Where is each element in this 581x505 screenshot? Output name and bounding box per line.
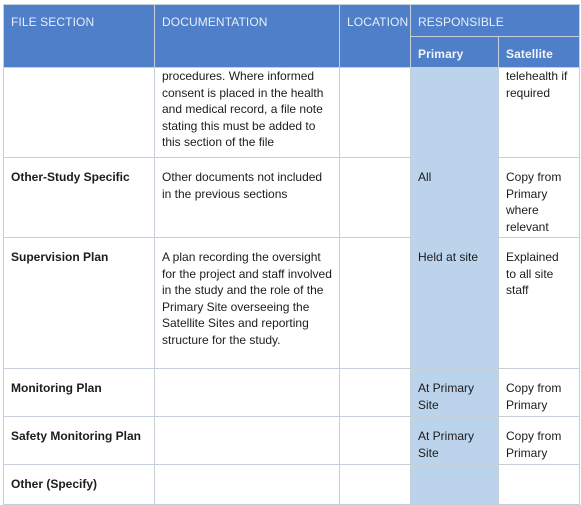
- satellite-cell: Explained to all site staff: [499, 238, 580, 369]
- documentation-cell: A plan recording the oversight for the project and staff involved in the study and the role of the Primary Site overseeing the Satellite Sites and reporting structure for the study.: [155, 238, 340, 369]
- file-section-cell: [4, 68, 155, 158]
- header-responsible: RESPONSIBLE: [411, 5, 580, 37]
- location-cell: [340, 465, 411, 505]
- file-section-cell: Other-Study Specific: [4, 158, 155, 238]
- primary-cell: All: [411, 158, 499, 238]
- header-satellite: Satellite: [499, 37, 580, 68]
- location-cell: [340, 68, 411, 158]
- file-section-cell: Monitoring Plan: [4, 369, 155, 417]
- document-table: [3, 4, 580, 505]
- header-location: LOCATION: [340, 5, 411, 68]
- header-primary: Primary: [411, 37, 499, 68]
- table-row: [4, 417, 580, 465]
- location-cell: [340, 238, 411, 369]
- satellite-cell: Copy from Primary: [499, 369, 580, 417]
- table-row: [4, 158, 580, 238]
- documentation-cell: [155, 465, 340, 505]
- location-cell: [340, 369, 411, 417]
- documentation-cell: Other documents not included in the previous sections: [155, 158, 340, 238]
- satellite-cell: Copy from Primary: [499, 417, 580, 465]
- table-row: [4, 238, 580, 369]
- documentation-cell: procedures. Where informed consent is placed in the health and medical record, a file note stating this must be added to this section of the file: [155, 68, 340, 158]
- table-row: [4, 68, 580, 158]
- satellite-cell: telehealth if required: [499, 68, 580, 158]
- header-documentation: DOCUMENTATION: [155, 5, 340, 68]
- file-section-cell: Other (Specify): [4, 465, 155, 505]
- table-row: [4, 465, 580, 505]
- primary-cell: Held at site: [411, 238, 499, 369]
- primary-cell: [411, 68, 499, 158]
- satellite-cell: Copy from Primary where relevant: [499, 158, 580, 238]
- primary-cell: At Primary Site: [411, 417, 499, 465]
- documentation-cell: [155, 369, 340, 417]
- header-file-section: FILE SECTION: [4, 5, 155, 68]
- file-section-cell: Supervision Plan: [4, 238, 155, 369]
- location-cell: [340, 417, 411, 465]
- documentation-cell: [155, 417, 340, 465]
- file-section-cell: Safety Monitoring Plan: [4, 417, 155, 465]
- primary-cell: [411, 465, 499, 505]
- primary-cell: At Primary Site: [411, 369, 499, 417]
- location-cell: [340, 158, 411, 238]
- satellite-cell: [499, 465, 580, 505]
- table-row: [4, 369, 580, 417]
